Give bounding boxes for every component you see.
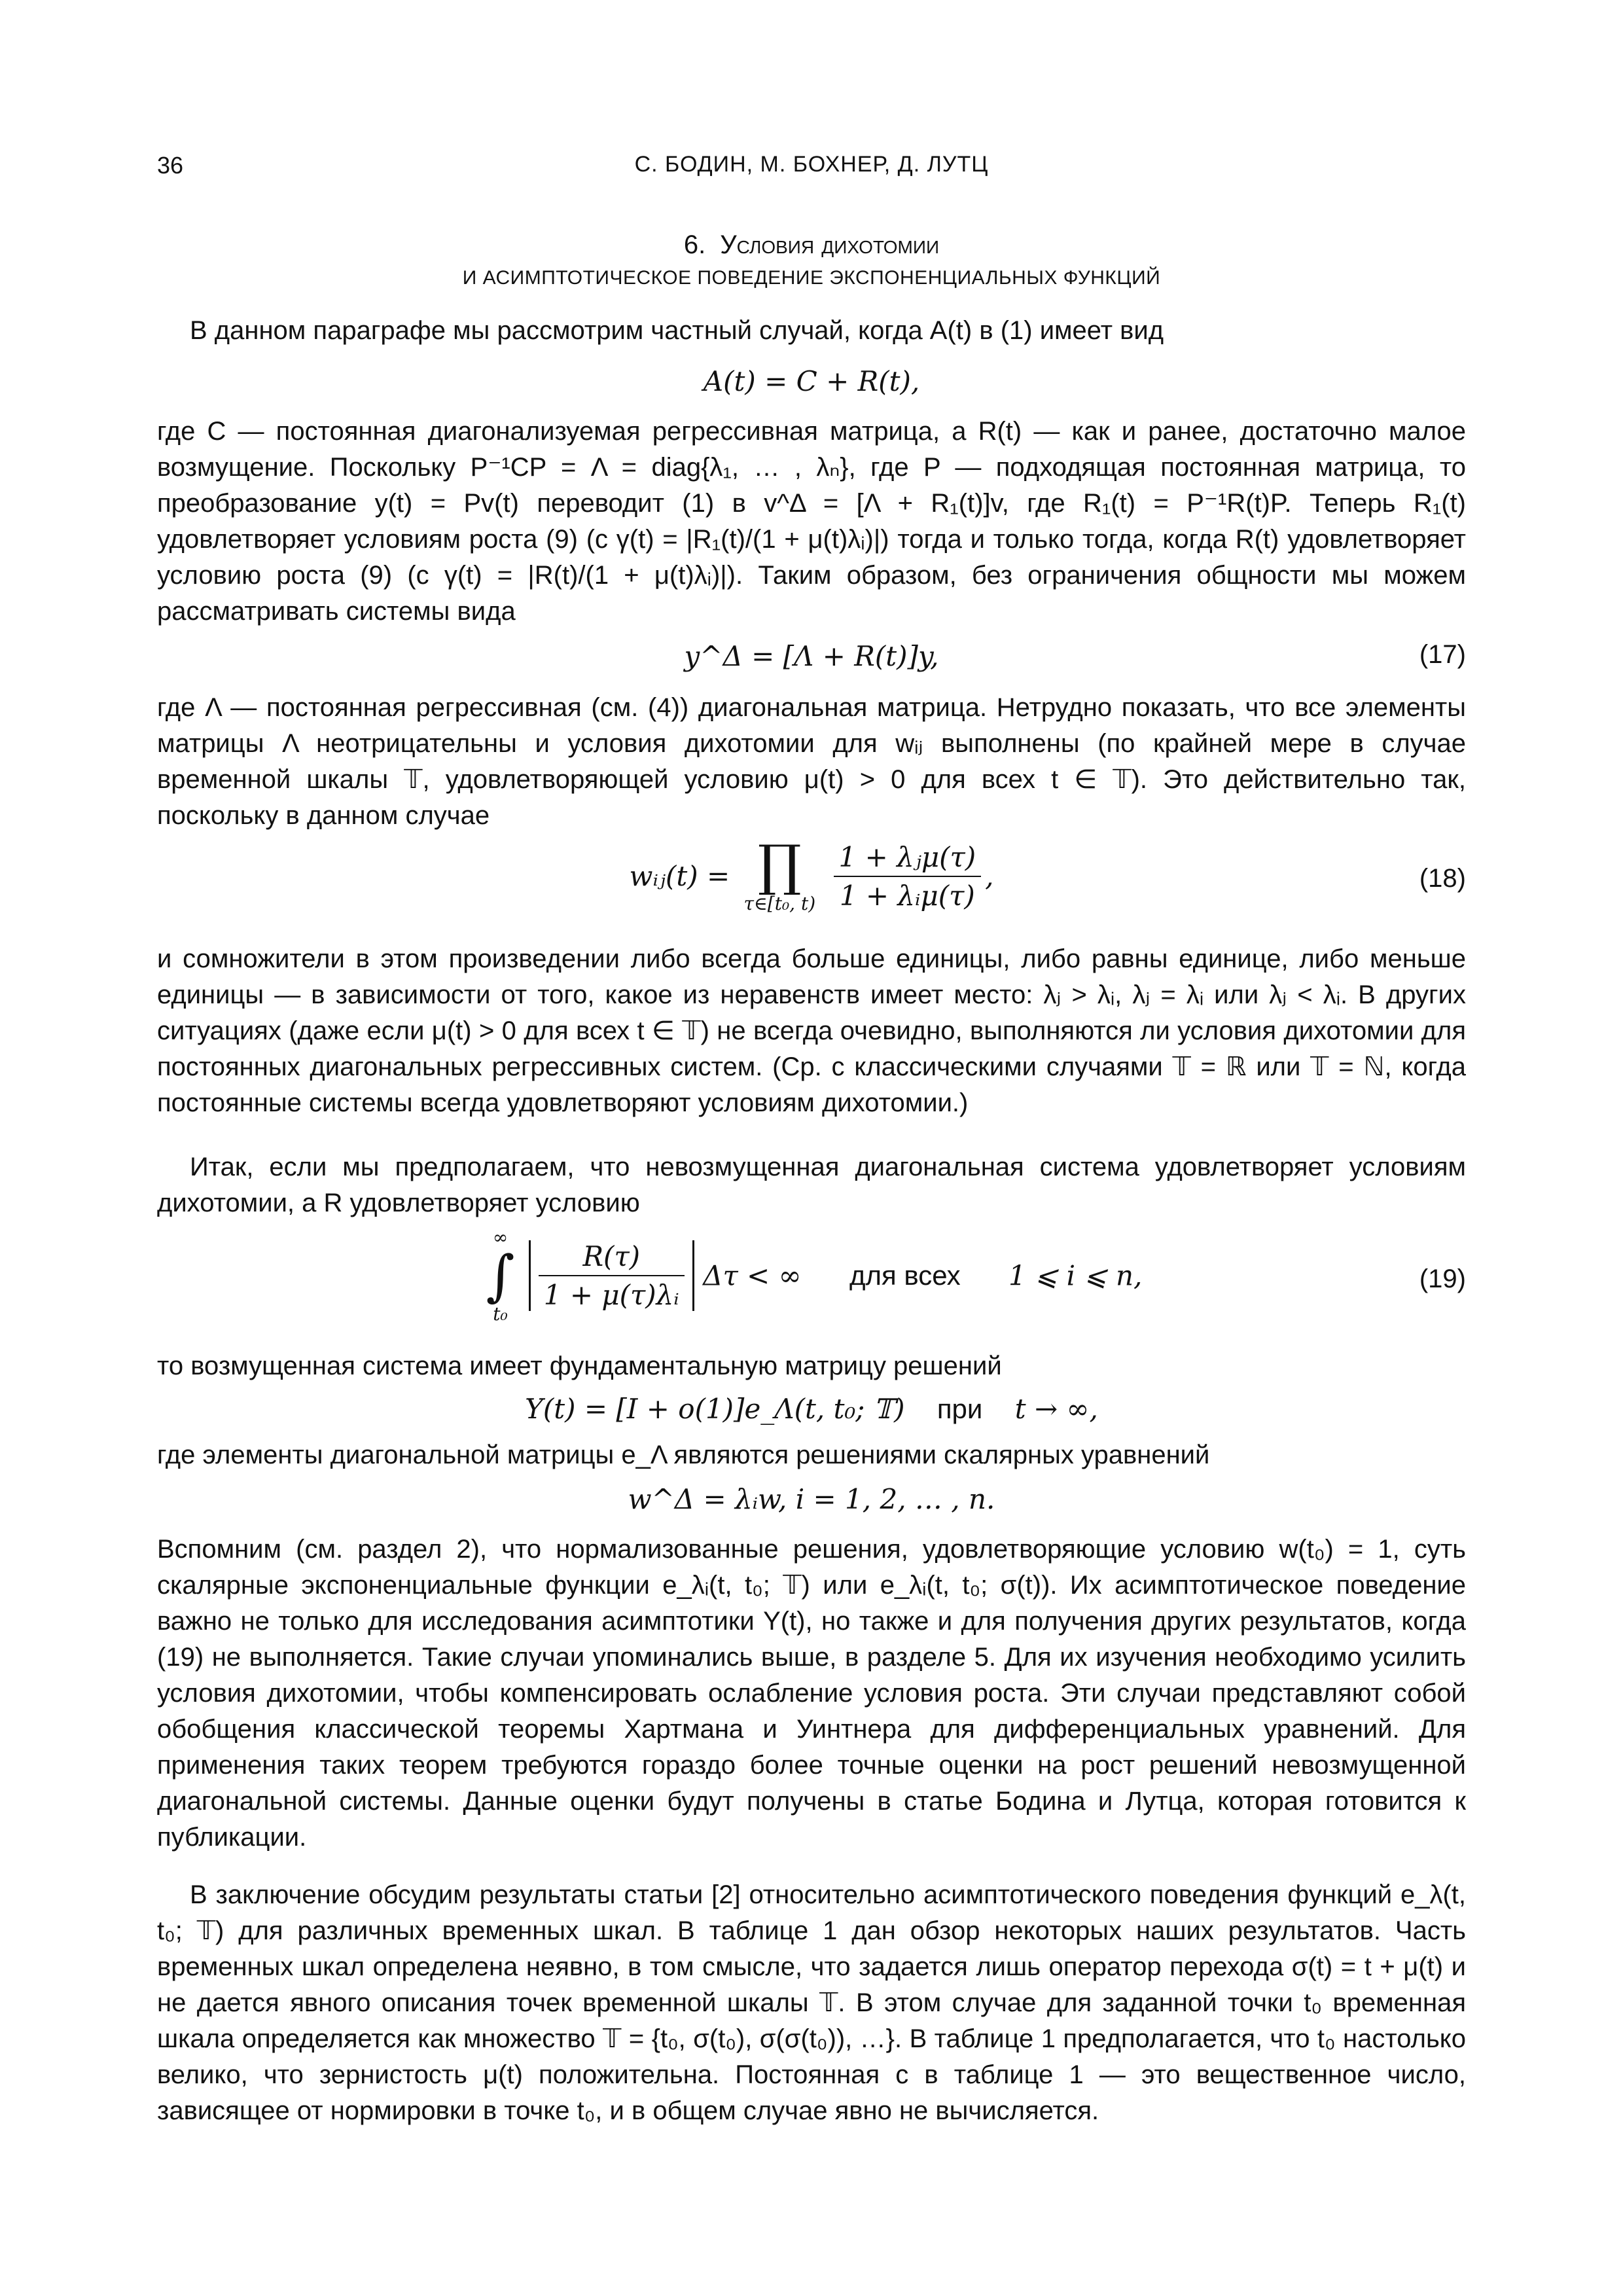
section-title-text: Условия дихотомии <box>720 230 940 259</box>
paragraph-8: Вспомним (см. раздел 2), что нормализованные решения, удовлетворяющие условию w(t₀) = 1, суть скалярные экспоненциальные функции e_λᵢ(t, t₀; 𝕋) или e_λᵢ(t, t₀; σ(t)). Их асимптотическое поведение важно не только для исследования асимптотики Y(t), но также и для получения других результатов, когда (19) не выполняется. Такие случаи упоминались выше, в разделе 5. Для их изучения необходимо усилить условия дихотомии, чтобы компенсировать ослабление условия роста. Эти случаи представляют собой обобщения классической теоремы Хартмана и Уинтнера для дифференциальных уравнений. Для применения таких теорем требуются гораздо более точные оценки на рост решений невозмущенной диагональной системы. Данные оценки будут получены в статье Бодина и Лутца, которая готовится к публикации. <box>157 1535 1466 1852</box>
equation-19-number: (19) <box>1419 1265 1466 1293</box>
equation-18-number: (18) <box>1419 864 1466 893</box>
equation-19-rest: Δτ < ∞ <box>703 1259 802 1292</box>
equation-y <box>157 1393 1466 1425</box>
page-header <box>157 152 1466 191</box>
section-number: 6. <box>683 230 706 259</box>
equation-18-lhs: wᵢⱼ(t) = <box>629 860 730 892</box>
integral-upper-limit: ∞ <box>492 1227 508 1248</box>
running-head: С. БОДИН, М. БОХНЕР, Д. ЛУТЦ <box>634 152 989 177</box>
product-operator <box>743 833 816 914</box>
integral-lower-limit: t₀ <box>493 1303 508 1325</box>
equation-18-numerator: 1 + λⱼμ(τ) <box>834 841 982 877</box>
equation-18-fraction <box>834 841 982 912</box>
equation-y-text: при <box>936 1393 983 1424</box>
page <box>157 0 1466 2296</box>
paragraph-4: и сомножители в этом произведении либо всегда больше единицы, либо равны единице, либо меньше единицы — в зависимости от того, какое из неравенств имеет место: λⱼ > λᵢ, λⱼ = λᵢ или λⱼ < λᵢ. В других ситуациях (даже если μ(t) > 0 для всех t ∈ 𝕋) не всегда очевидно, выполняются ли условия дихотомии для постоянных диагональных регрессивных систем. (Ср. с классическими случаями 𝕋 = ℝ или 𝕋 = ℕ, когда постоянные системы всегда удовлетворяют условиям дихотомии.) <box>157 944 1466 1117</box>
paragraph-2: где C — постоянная диагонализуемая регрессивная матрица, а R(t) — как и ранее, достаточно малое возмущение. Поскольку P⁻¹CP = Λ = diag{λ₁, … , λₙ}, где P — подходящая постоянная матрица, то преобразование y(t) = Pv(t) переводит (1) в v^Δ = [Λ + R₁(t)]v, где R₁(t) = P⁻¹R(t)P. Теперь R₁(t) удовлетворяет условиям роста (9) (с γ(t) = |R₁(t)/(1 + μ(t)λᵢ)|) тогда и только тогда, когда R(t) удовлетворяет условию роста (9) (с γ(t) = |R(t)/(1 + μ(t)λᵢ)|). Таким образом, без ограничения общности мы можем рассматривать системы вида <box>157 417 1466 626</box>
paragraph-3: где Λ — постоянная регрессивная (см. (4)) диагональная матрица. Нетрудно показать, что все элементы матрицы Λ неотрицательны и условия дихотомии для wᵢⱼ выполнены (по крайней мере в случае временной шкалы 𝕋, удовлетворяющей условию μ(t) > 0 для всех t ∈ 𝕋). Это действительно так, поскольку в данном случае <box>157 693 1466 830</box>
paragraph-9: В заключение обсудим результаты статьи [2] относительно асимптотического поведения функций e_λ(t, t₀; 𝕋) для различных временных шкал. В таблице 1 дан обзор некоторых наших результатов. Часть временных шкал определена неявно, в том смысле, что задается лишь оператор перехода σ(t) = t + μ(t) и не дается явного описания точек временной шкалы 𝕋. В этом случае для заданной точки t₀ временная шкала определяется как множество 𝕋 = {t₀, σ(t₀), σ(σ(t₀)), …}. В таблице 1 предполагается, что t₀ настолько велико, что зернистость μ(t) положительна. Постоянная c в таблице 1 — это вещественное число, зависящее от нормировки в точке t₀, и в общем случае явно не вычисляется. <box>157 1880 1466 2125</box>
equation-17-number: (17) <box>1419 640 1466 669</box>
section-title <box>157 230 1466 260</box>
product-sign-icon: ∏ <box>757 833 802 897</box>
equation-w: w^Δ = λᵢw, i = 1, 2, … , n. <box>628 1483 995 1515</box>
equation-19-condition-text: для всех <box>849 1260 961 1291</box>
equation-19-numerator: R(τ) <box>539 1240 685 1276</box>
paragraph-7: где элементы диагональной матрицы e_Λ являются решениями скалярных уравнений <box>157 1441 1210 1469</box>
equation-19-fraction <box>539 1240 685 1311</box>
integral-operator <box>486 1227 515 1325</box>
page-number: 36 <box>157 152 184 179</box>
equation-19-condition: 1 ⩽ i ⩽ n, <box>1008 1259 1143 1292</box>
paragraph-6: то возмущенная система имеет фундаментальную матрицу решений <box>157 1352 1002 1380</box>
equation-18 <box>157 833 1466 936</box>
equation-17 <box>157 640 1466 672</box>
equation-a: A(t) = C + R(t), <box>703 365 920 397</box>
equation-y-main: Y(t) = [I + o(1)]e_Λ(t, t₀; 𝕋) <box>525 1393 905 1425</box>
paragraph-1: В данном параграфе мы рассмотрим частный случай, когда A(t) в (1) имеет вид <box>190 316 1164 345</box>
section-subtitle-text: И АСИМПТОТИЧЕСКОЕ ПОВЕДЕНИЕ ЭКСПОНЕНЦИАЛЬНЫХ ФУНКЦИЙ <box>462 267 1161 289</box>
equation-18-denominator: 1 + λᵢμ(τ) <box>839 879 975 912</box>
product-subscript: τ∈[t₀, t) <box>743 893 816 914</box>
equation-19-denominator: 1 + μ(τ)λᵢ <box>543 1279 679 1311</box>
equation-18-tail: , <box>985 860 994 892</box>
equation-17-text: y^Δ = [Λ + R(t)]y, <box>684 640 939 672</box>
section-subtitle <box>157 267 1466 289</box>
equation-19 <box>157 1227 1466 1344</box>
equation-y-limit: t → ∞, <box>1014 1393 1098 1425</box>
paragraph-5: Итак, если мы предполагаем, что невозмущенная диагональная система удовлетворяет условиям дихотомии, а R удовлетворяет условию <box>157 1153 1466 1217</box>
integral-sign-icon: ∫ <box>486 1244 515 1308</box>
absolute-value <box>529 1240 694 1311</box>
